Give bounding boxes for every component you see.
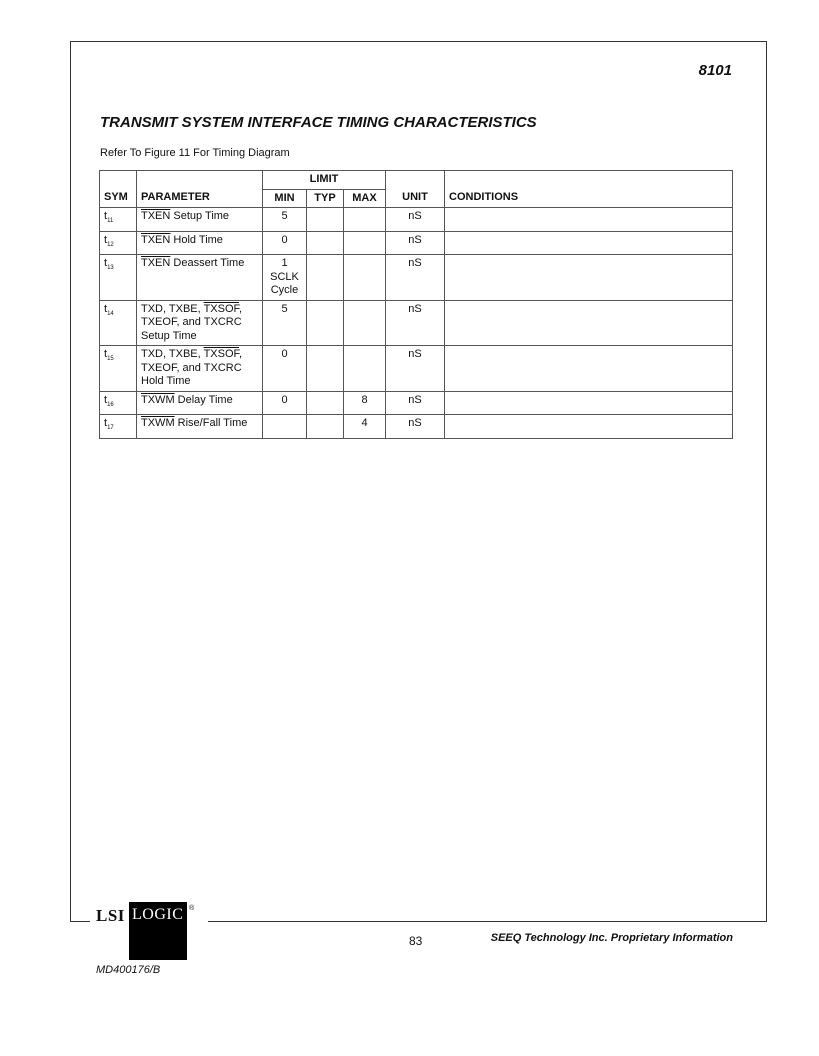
cell-sym xyxy=(100,346,137,392)
parameter-text: TXEN xyxy=(141,233,171,246)
header-conditions: CONDITIONS xyxy=(445,189,733,208)
cell-parameter xyxy=(137,300,263,346)
parameter-text: TXEN xyxy=(141,210,171,222)
parameter-text: TXEN xyxy=(141,257,171,269)
cell-max xyxy=(344,255,386,301)
document-code: MD400176/B xyxy=(96,964,161,976)
header-spacer xyxy=(386,171,445,190)
header-limit: LIMIT xyxy=(263,171,386,190)
sym-subscript: 16 xyxy=(107,401,114,408)
frame-divider xyxy=(70,921,90,922)
sym-subscript: 14 xyxy=(107,310,114,317)
cell-typ xyxy=(307,208,344,232)
cell-conditions xyxy=(445,391,733,415)
cell-min: 5 xyxy=(263,300,307,346)
header-parameter: PARAMETER xyxy=(137,189,263,208)
parameter-text: Setup Time xyxy=(170,210,230,222)
cell-sym xyxy=(100,300,137,346)
header-max: MAX xyxy=(344,189,386,208)
sym-base: t xyxy=(104,393,108,406)
sym-subscript: 13 xyxy=(107,265,114,271)
cell-min: 5 xyxy=(263,208,307,232)
parameter-text: Delay Time xyxy=(174,393,233,406)
table-row xyxy=(100,415,733,439)
logo-logic-text: LOGIC xyxy=(132,906,184,923)
parameter-text: TXWM xyxy=(141,417,175,429)
header-sym: SYM xyxy=(100,189,137,208)
cell-conditions xyxy=(445,255,733,301)
table-row xyxy=(100,346,733,392)
sym-subscript: 12 xyxy=(107,241,114,248)
registered-mark: ® xyxy=(189,905,195,912)
sym-base: t xyxy=(104,257,108,269)
table-row xyxy=(100,391,733,415)
cell-sym xyxy=(100,415,137,439)
frame-divider xyxy=(208,921,766,922)
cell-max xyxy=(344,208,386,232)
parameter-text: TXSOF xyxy=(203,348,240,360)
cell-sym xyxy=(100,231,137,255)
cell-unit: nS xyxy=(386,391,445,415)
cell-parameter xyxy=(137,415,263,439)
cell-min: 0 xyxy=(263,391,307,415)
proprietary-notice: SEEQ Technology Inc. Proprietary Information xyxy=(490,932,733,944)
cell-sym xyxy=(100,391,137,415)
header-spacer xyxy=(445,171,733,190)
parameter-text: Hold Time xyxy=(170,233,223,246)
parameter-text: TXD, TXBE, xyxy=(141,348,204,360)
page-number: 83 xyxy=(409,934,423,948)
cell-min: 1 SCLK Cycle xyxy=(263,255,307,301)
cell-max xyxy=(344,346,386,392)
cell-typ xyxy=(307,255,344,301)
sym-base: t xyxy=(104,417,108,429)
cell-conditions xyxy=(445,415,733,439)
cell-conditions xyxy=(445,208,733,232)
cell-min: 0 xyxy=(263,231,307,255)
cell-conditions xyxy=(445,231,733,255)
parameter-text: TXSOF xyxy=(203,302,240,315)
cell-parameter xyxy=(137,255,263,301)
lsi-logic-logo xyxy=(96,902,196,960)
cell-typ xyxy=(307,231,344,255)
header-typ: TYP xyxy=(307,189,344,208)
cell-conditions xyxy=(445,346,733,392)
cell-unit: nS xyxy=(386,231,445,255)
cell-unit: nS xyxy=(386,346,445,392)
timing-table-body xyxy=(100,208,733,439)
parameter-text: , TXEOF, and TXCRC Setup Time xyxy=(141,302,243,342)
logo-lsi-text: LSI xyxy=(96,906,125,925)
cell-parameter xyxy=(137,346,263,392)
table-row xyxy=(100,300,733,346)
cell-typ xyxy=(307,415,344,439)
cell-parameter xyxy=(137,231,263,255)
sym-subscript: 17 xyxy=(107,425,114,431)
header-spacer xyxy=(100,171,137,190)
cell-typ xyxy=(307,391,344,415)
section-title: TRANSMIT SYSTEM INTERFACE TIMING CHARACTERISTICS xyxy=(100,114,537,131)
cell-sym xyxy=(100,208,137,232)
cell-max: 4 xyxy=(344,415,386,439)
cell-unit: nS xyxy=(386,300,445,346)
table-row xyxy=(100,231,733,255)
table-header-row xyxy=(100,189,733,208)
cell-unit: nS xyxy=(386,415,445,439)
cell-max xyxy=(344,300,386,346)
cell-min: 0 xyxy=(263,346,307,392)
intro-text: Refer To Figure 11 For Timing Diagram xyxy=(100,147,290,159)
parameter-text: TXWM xyxy=(141,393,175,406)
cell-sym xyxy=(100,255,137,301)
table-row xyxy=(100,208,733,232)
sym-subscript: 11 xyxy=(107,218,114,224)
parameter-text: Deassert Time xyxy=(170,257,245,269)
parameter-text: Rise/Fall Time xyxy=(174,417,248,429)
table-header-row xyxy=(100,171,733,190)
logo-box xyxy=(129,902,187,960)
header-spacer xyxy=(137,171,263,190)
cell-typ xyxy=(307,346,344,392)
sym-base: t xyxy=(104,233,108,246)
sym-base: t xyxy=(104,210,108,222)
cell-min xyxy=(263,415,307,439)
cell-parameter xyxy=(137,208,263,232)
cell-unit: nS xyxy=(386,255,445,301)
cell-typ xyxy=(307,300,344,346)
cell-parameter xyxy=(137,391,263,415)
cell-unit: nS xyxy=(386,208,445,232)
cell-conditions xyxy=(445,300,733,346)
header-min: MIN xyxy=(263,189,307,208)
timing-table xyxy=(99,170,733,439)
table-row xyxy=(100,255,733,301)
parameter-text: , TXEOF, and TXCRC Hold Time xyxy=(141,348,243,387)
parameter-text: TXD, TXBE, xyxy=(141,302,204,315)
sym-subscript: 15 xyxy=(107,356,114,362)
sym-base: t xyxy=(104,348,108,360)
header-unit: UNIT xyxy=(386,189,445,208)
cell-max xyxy=(344,231,386,255)
sym-base: t xyxy=(104,302,108,315)
cell-max: 8 xyxy=(344,391,386,415)
doc-number: 8101 xyxy=(698,62,732,79)
